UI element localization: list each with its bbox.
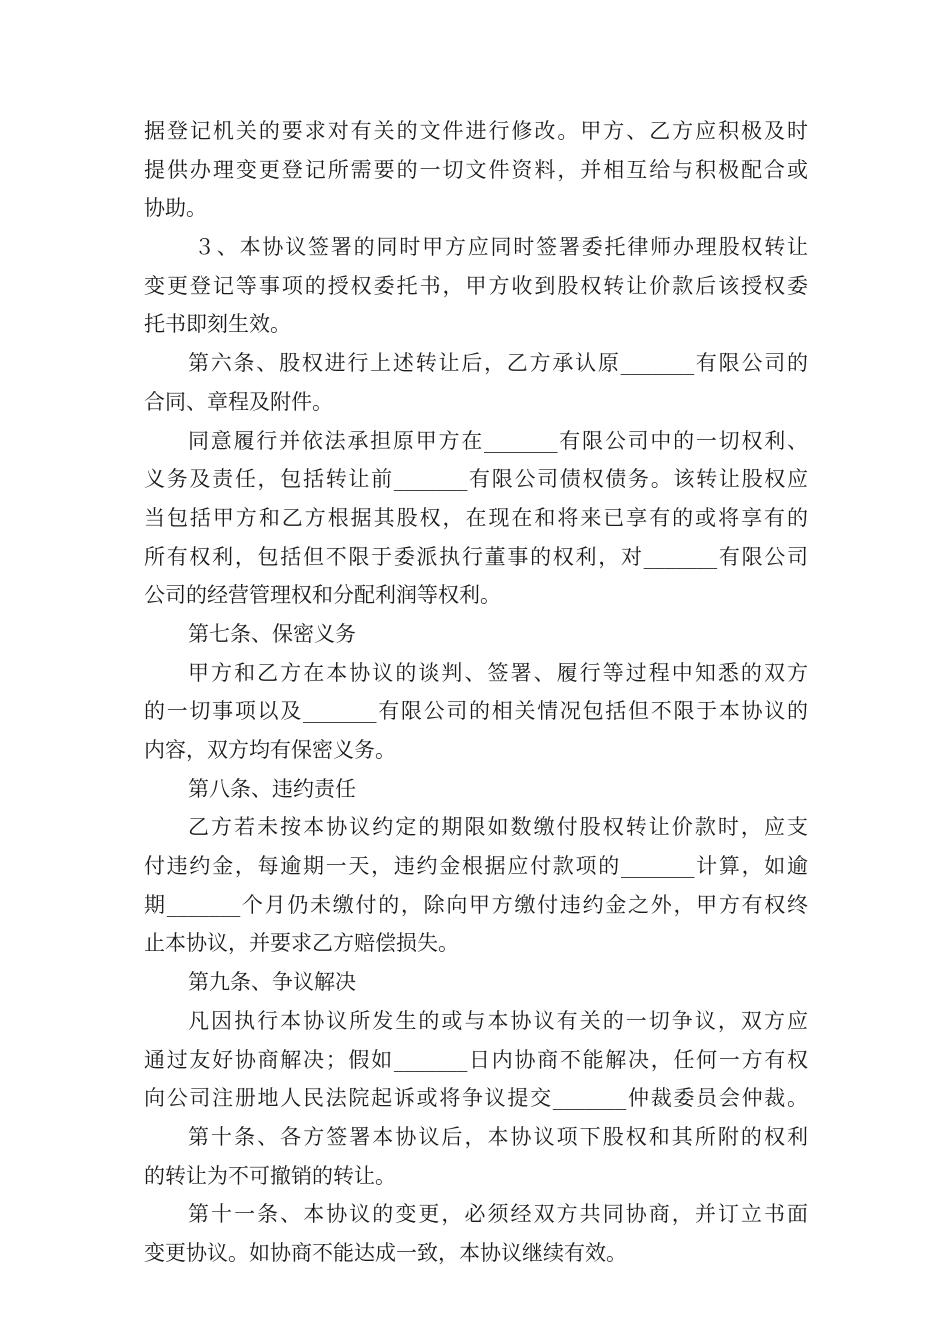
- text-line: 第十一条、本协议的变更，必须经双方共同协商，并订立书面: [188, 1202, 808, 1227]
- text-line: 内容，双方均有保密义务。: [144, 738, 396, 762]
- text-line: 付违约金，每逾期一天，违约金根据应付款项的_______计算，如逾: [144, 854, 808, 879]
- text-line: 提供办理变更登记所需要的一切文件资料，并相互给与积极配合或: [144, 157, 808, 182]
- text-line: 变更协议。如协商不能达成一致，本协议继续有效。: [144, 1240, 627, 1265]
- text-line: 据登记机关的要求对有关的文件进行修改。甲方、乙方应积极及时: [144, 119, 808, 143]
- text-line: 义务及责任，包括转让前_______有限公司债权债务。该转让股权应: [144, 467, 808, 492]
- text-line: 第七条、保密义务: [188, 621, 356, 646]
- text-line: 第十条、各方签署本协议后，本协议项下股权和其所附的权利: [188, 1124, 808, 1149]
- text-line: 第八条、违约责任: [188, 776, 356, 801]
- text-line: 托书即刻生效。: [144, 312, 291, 337]
- text-line: 公司的经营管理权和分配利润等权利。: [144, 583, 501, 608]
- text-line: 所有权利，包括但不限于委派执行董事的权利，对_______有限公司: [144, 544, 808, 569]
- text-line: ３、本协议签署的同时甲方应同时签署委托律师办理股权转让: [194, 235, 808, 260]
- text-line: 变更登记等事项的授权委托书，甲方收到股权转让价款后该授权委: [144, 273, 808, 298]
- text-line: 乙方若未按本协议约定的期限如数缴付股权转让价款时，应支: [188, 815, 808, 840]
- text-line: 合同、章程及附件。: [144, 389, 333, 414]
- text-line: 期_______个月仍未缴付的，除向甲方缴付违约金之外，甲方有权终: [144, 892, 808, 917]
- text-line: 协助。: [144, 196, 207, 221]
- text-line: 当包括甲方和乙方根据其股权，在现在和将来已享有的或将享有的: [144, 505, 808, 530]
- text-line: 同意履行并依法承担原甲方在_______有限公司中的一切权利、: [188, 428, 808, 453]
- text-line: 第六条、股权进行上述转让后，乙方承认原_______有限公司的: [188, 351, 808, 376]
- text-line: 甲方和乙方在本协议的谈判、签署、履行等过程中知悉的双方: [188, 660, 808, 685]
- text-line: 第九条、争议解决: [188, 970, 356, 995]
- document-page: [144, 112, 808, 1273]
- text-line: 向公司注册地人民法院起诉或将争议提交_______仲裁委员会仲裁。: [144, 1086, 808, 1111]
- text-line: 止本协议，并要求乙方赔偿损失。: [144, 931, 459, 956]
- text-line: 的一切事项以及_______有限公司的相关情况包括但不限于本协议的: [144, 699, 808, 724]
- text-line: 凡因执行本协议所发生的或与本协议有关的一切争议，双方应: [188, 1008, 808, 1033]
- text-line: 通过友好协商解决；假如_______日内协商不能解决，任何一方有权: [144, 1047, 808, 1072]
- text-line: 的转让为不可撤销的转让。: [144, 1163, 396, 1188]
